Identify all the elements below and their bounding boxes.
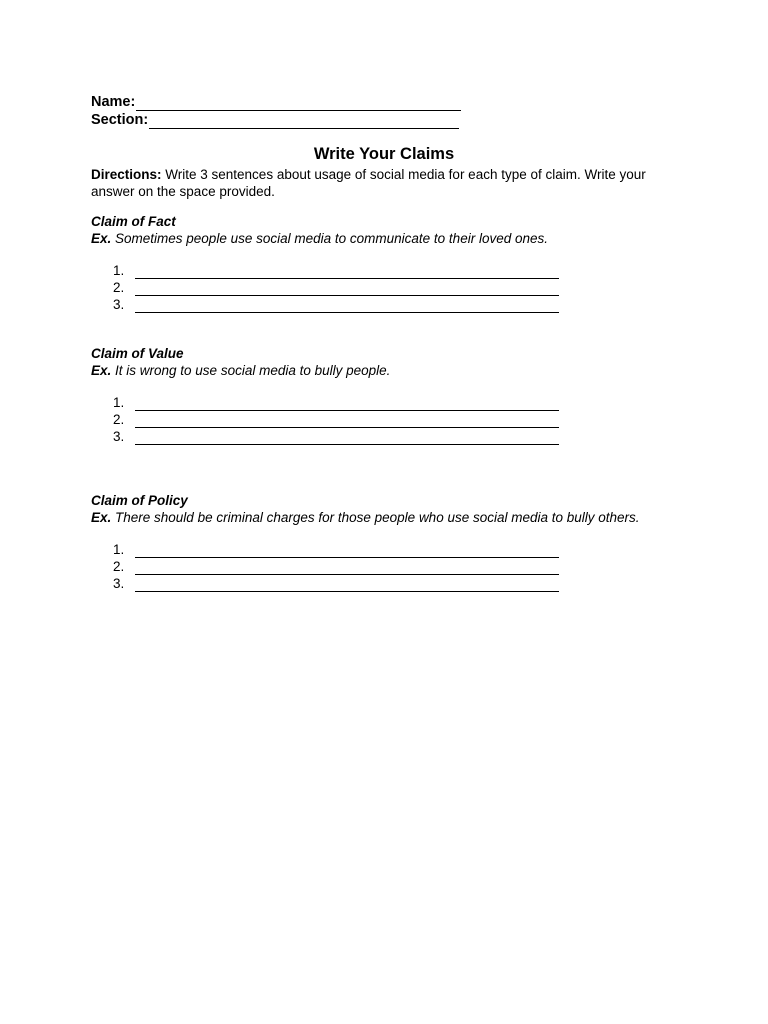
claim-of-fact-section (91, 213, 691, 313)
answer-row (113, 575, 691, 592)
answer-line[interactable] (135, 282, 559, 296)
answer-row (113, 428, 691, 445)
answer-line[interactable] (135, 561, 559, 575)
answer-number: 1. (113, 542, 125, 557)
section-title: Claim of Policy (91, 493, 188, 508)
answer-number: 3. (113, 297, 125, 312)
answer-number: 1. (113, 263, 125, 278)
answer-line[interactable] (135, 397, 559, 411)
section-field[interactable] (149, 114, 459, 129)
section-title: Claim of Value (91, 346, 184, 361)
example-sentence (91, 362, 691, 379)
claim-of-policy-section (91, 492, 691, 592)
answer-line[interactable] (135, 414, 559, 428)
answer-line[interactable] (135, 431, 559, 445)
answer-number: 2. (113, 412, 125, 427)
answer-list (91, 262, 691, 313)
answer-row (113, 279, 691, 296)
example-text: It is wrong to use social media to bully people. (111, 363, 391, 378)
answer-row (113, 394, 691, 411)
answer-row (113, 558, 691, 575)
name-row (91, 93, 461, 111)
claim-of-value-section (91, 345, 691, 445)
example-sentence (91, 230, 691, 247)
directions-text: Write 3 sentences about usage of social media for each type of claim. Write your answer on the space provided. (91, 167, 646, 199)
answer-line[interactable] (135, 265, 559, 279)
directions (91, 166, 671, 200)
answer-line[interactable] (135, 544, 559, 558)
answer-number: 2. (113, 559, 125, 574)
answer-number: 1. (113, 395, 125, 410)
answer-row (113, 541, 691, 558)
answer-list (91, 394, 691, 445)
answer-number: 3. (113, 576, 125, 591)
answer-row (113, 411, 691, 428)
section-label: Section: (91, 112, 149, 128)
name-label: Name: (91, 94, 136, 110)
answer-number: 3. (113, 429, 125, 444)
example-sentence (91, 509, 691, 526)
section-title: Claim of Fact (91, 214, 176, 229)
directions-label: Directions: (91, 167, 162, 182)
student-info-block (91, 93, 461, 129)
answer-list (91, 541, 691, 592)
section-row (91, 111, 461, 129)
page-title: Write Your Claims (313, 145, 455, 163)
answer-row (113, 296, 691, 313)
example-label: Ex. (91, 363, 112, 378)
answer-line[interactable] (135, 578, 559, 592)
example-text: There should be criminal charges for those people who use social media to bully others. (111, 510, 640, 525)
answer-row (113, 262, 691, 279)
answer-number: 2. (113, 280, 125, 295)
example-label: Ex. (91, 510, 112, 525)
answer-line[interactable] (135, 299, 559, 313)
name-field[interactable] (136, 96, 461, 111)
example-text: Sometimes people use social media to communicate to their loved ones. (111, 231, 548, 246)
example-label: Ex. (91, 231, 112, 246)
